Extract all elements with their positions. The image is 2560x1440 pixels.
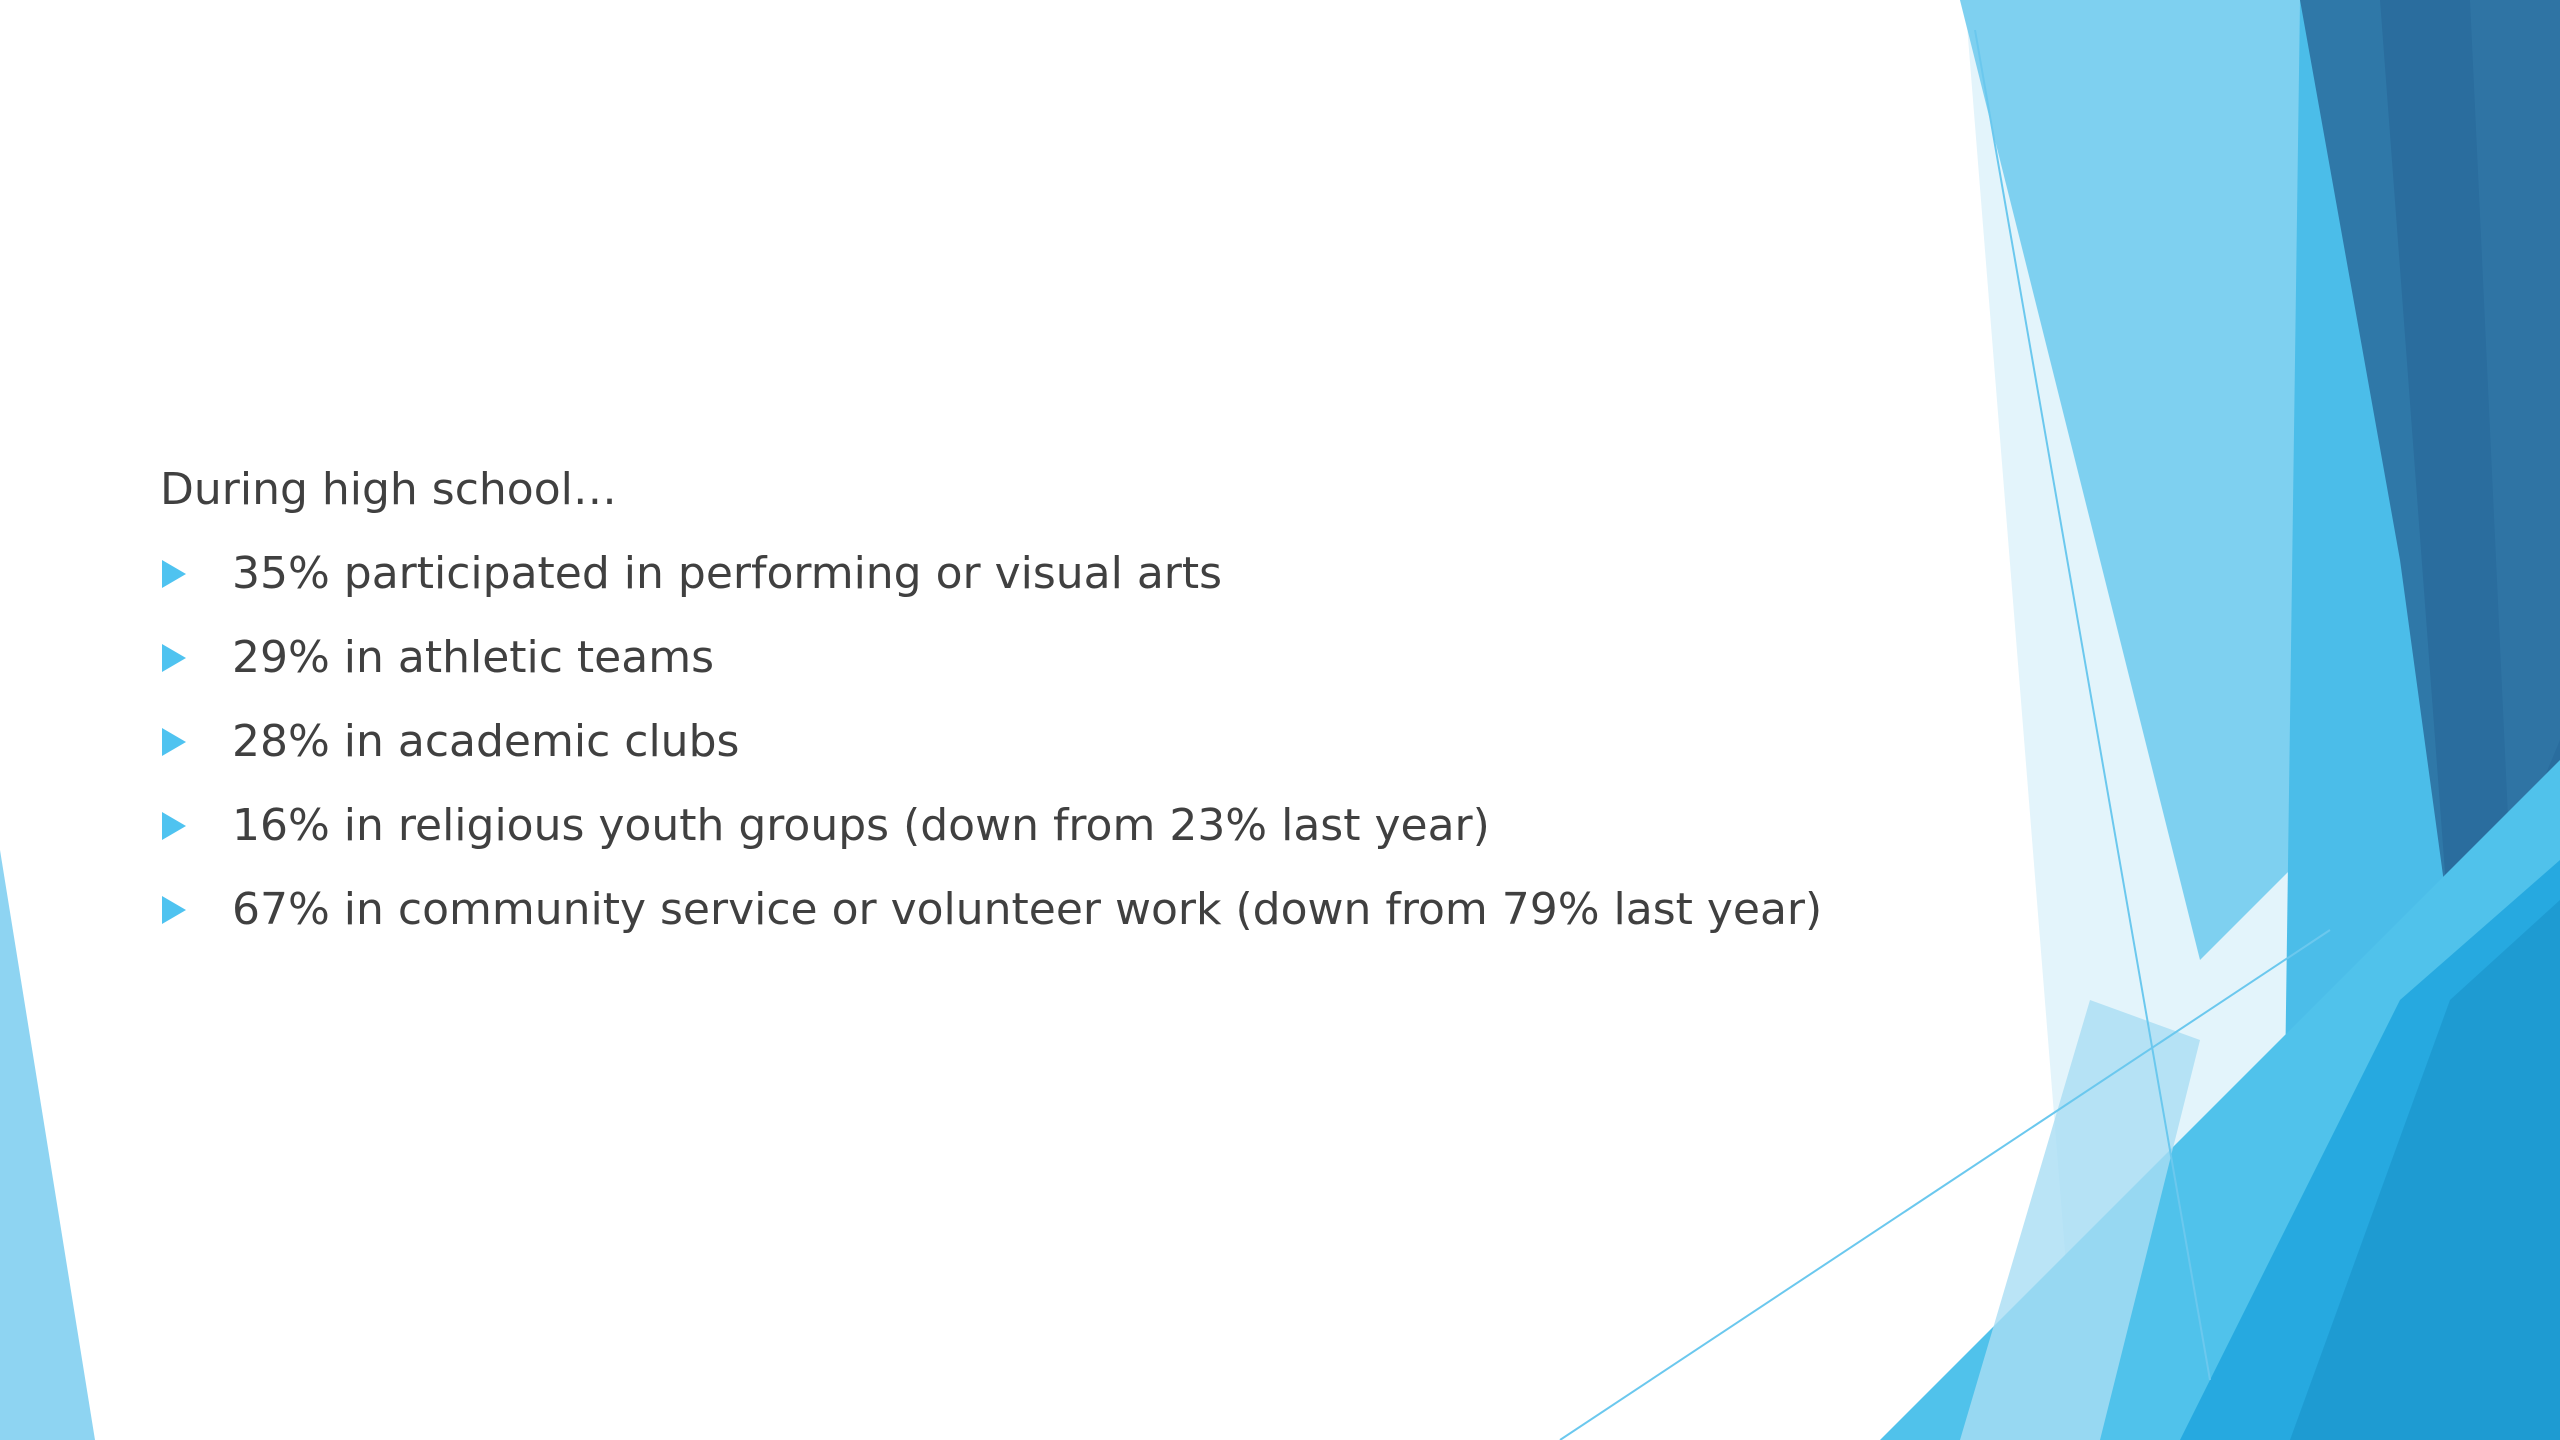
left-wedge-shape bbox=[0, 850, 95, 1440]
list-item bbox=[160, 796, 1860, 856]
bullet-list bbox=[160, 544, 1860, 940]
triangle-right-icon bbox=[160, 726, 232, 758]
list-item bbox=[160, 544, 1860, 604]
intro-text: During high school… bbox=[160, 464, 617, 515]
list-item bbox=[160, 628, 1860, 688]
bullet-text: 28% in academic clubs bbox=[232, 716, 740, 767]
list-item bbox=[160, 712, 1860, 772]
bullet-text: 67% in community service or volunteer work (down from 79% last year) bbox=[232, 884, 1823, 935]
triangle-right-icon bbox=[160, 558, 232, 590]
slide-body bbox=[160, 460, 1860, 964]
triangle-right-icon bbox=[160, 894, 232, 926]
bullet-text: 35% participated in performing or visual arts bbox=[232, 548, 1223, 599]
triangle-right-icon bbox=[160, 810, 232, 842]
triangle-right-icon bbox=[160, 642, 232, 674]
bullet-text: 16% in religious youth groups (down from 23% last year) bbox=[232, 800, 1490, 851]
bullet-text: 29% in athletic teams bbox=[232, 632, 715, 683]
list-item bbox=[160, 880, 1860, 940]
